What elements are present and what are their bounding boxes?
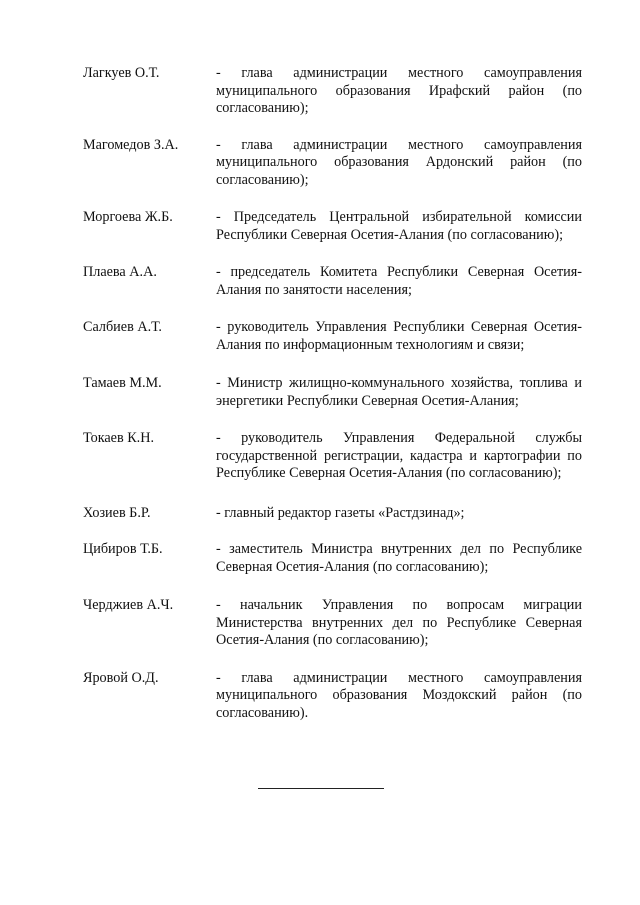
- list-item: [83, 375, 583, 410]
- closing-divider: [258, 788, 384, 789]
- list-item: [83, 209, 583, 244]
- member-role: - главный редактор газеты «Растдзинад»;: [216, 504, 465, 521]
- member-name: Тамаев М.М.: [83, 375, 162, 391]
- member-name: Лагкуев О.Т.: [83, 65, 160, 81]
- member-name: Магомедов З.А.: [83, 136, 179, 153]
- member-role: - Председатель Центральной избирательной комиссии Республики Северная Осетия-Алания (по согласованию);: [216, 209, 582, 243]
- member-name: Токаев К.Н.: [83, 430, 155, 446]
- member-role: - глава администрации местного самоуправления муниципального образования Ардонский район (по согласованию);: [216, 136, 582, 188]
- member-role: - Министр жилищно-коммунального хозяйства, топлива и энергетики Республики Северная Осетия-Алания;: [216, 375, 582, 409]
- list-item: [83, 670, 583, 723]
- member-name: Хозиев Б.Р.: [83, 504, 151, 521]
- member-name: Яровой О.Д.: [83, 669, 159, 686]
- member-role: - глава администрации местного самоуправления муниципального образования Моздокский район (по согласованию).: [216, 669, 582, 721]
- list-item: [83, 541, 583, 576]
- list-item: [83, 505, 583, 523]
- member-role: - заместитель Министра внутренних дел по Республике Северная Осетия-Алания (по согласованию);: [216, 541, 582, 575]
- member-role: - начальник Управления по вопросам миграции Министерства внутренних дел по Республике Северная Осетия-Алания (по согласованию);: [216, 597, 582, 648]
- list-item: [83, 430, 583, 483]
- member-name: Цибиров Т.Б.: [83, 541, 163, 557]
- list-item: [83, 319, 583, 354]
- member-name: Черджиев А.Ч.: [83, 597, 174, 613]
- list-item: [83, 264, 583, 299]
- member-name: Плаева А.А.: [83, 264, 157, 280]
- member-role: - председатель Комитета Республики Северная Осетия-Алания по занятости населения;: [216, 264, 582, 298]
- list-item: [83, 597, 583, 650]
- member-role: - руководитель Управления Республики Северная Осетия-Алания по информационным технологиям и связи;: [216, 319, 582, 353]
- member-list: [83, 58, 583, 722]
- member-name: Салбиев А.Т.: [83, 319, 162, 335]
- member-role: - руководитель Управления Федеральной службы государственной регистрации, кадастра и картографии по Республике Северная Осетия-Алания (по согласованию);: [216, 430, 582, 481]
- member-role: - глава администрации местного самоуправления муниципального образования Ирафский район (по согласованию);: [216, 65, 582, 116]
- list-item: [83, 65, 583, 118]
- list-item: [83, 137, 583, 190]
- member-name: Моргоева Ж.Б.: [83, 209, 173, 225]
